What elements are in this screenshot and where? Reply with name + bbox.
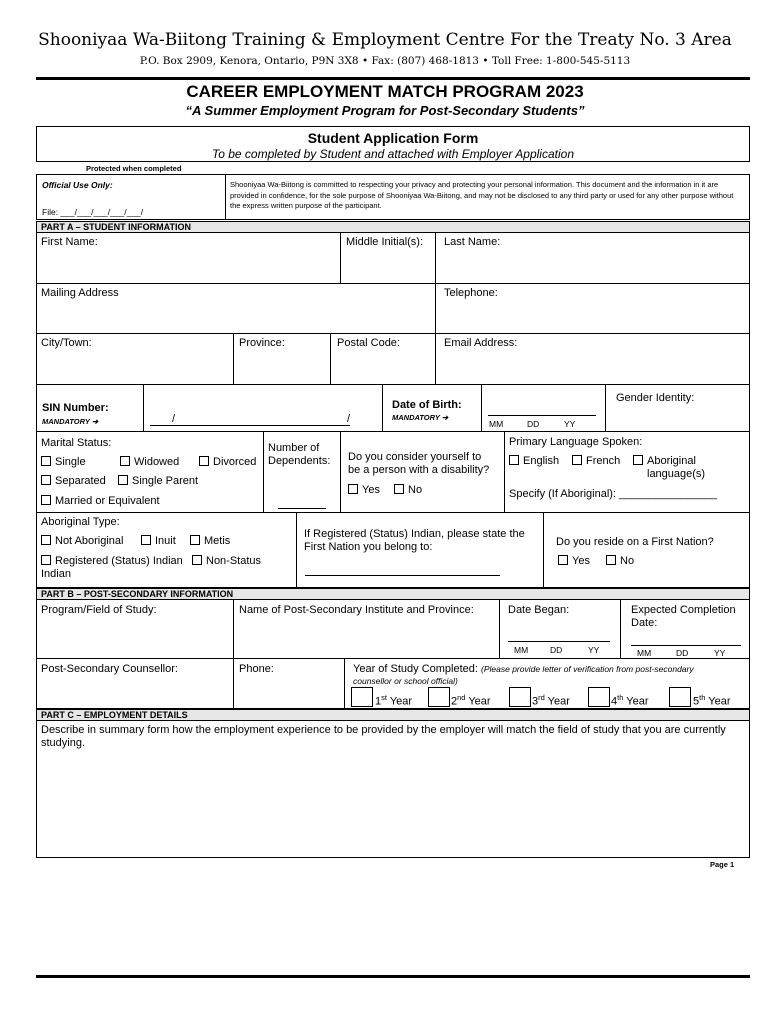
checkbox-icon[interactable] bbox=[118, 475, 128, 485]
dependents-label-line2: Dependents: bbox=[268, 455, 331, 467]
checkbox-icon[interactable] bbox=[572, 455, 582, 465]
disability-no-option[interactable] bbox=[394, 484, 422, 497]
email-field[interactable] bbox=[435, 333, 750, 385]
year-number: 4 bbox=[611, 695, 618, 708]
year-3-checkbox[interactable] bbox=[509, 687, 531, 707]
checkbox-icon[interactable] bbox=[41, 555, 51, 565]
official-use-box bbox=[36, 174, 226, 220]
date-began-field[interactable] bbox=[499, 599, 621, 659]
marital-married-option[interactable] bbox=[41, 495, 160, 508]
inuit-option[interactable] bbox=[141, 535, 176, 548]
year-number: 1 bbox=[375, 695, 382, 708]
dependents-label-line1: Number of bbox=[268, 442, 320, 454]
option-label: Widowed bbox=[134, 456, 180, 468]
option-label: Yes bbox=[572, 555, 590, 567]
disability-question-line2: be a person with a disability? bbox=[348, 464, 490, 476]
non-status-option[interactable] bbox=[192, 555, 261, 568]
checkbox-icon[interactable] bbox=[633, 455, 643, 465]
program-field[interactable] bbox=[36, 599, 234, 659]
option-label: Single bbox=[55, 456, 86, 468]
checkbox-icon[interactable] bbox=[192, 555, 202, 565]
aboriginal-type-label: Aboriginal Type: bbox=[41, 516, 120, 528]
option-label: Married or Equivalent bbox=[55, 495, 160, 507]
reside-no-option[interactable] bbox=[606, 555, 634, 568]
year-of-study-box bbox=[344, 658, 750, 709]
option-label: Not Aboriginal bbox=[55, 535, 124, 547]
year-word: Year bbox=[547, 695, 570, 708]
first-nation-label-line1: If Registered (Status) Indian, please state the bbox=[304, 528, 525, 540]
counsellor-field[interactable] bbox=[36, 658, 234, 709]
checkbox-icon[interactable] bbox=[190, 535, 200, 545]
checkbox-icon[interactable] bbox=[41, 495, 51, 505]
option-label: Metis bbox=[204, 535, 231, 547]
city-label: City/Town: bbox=[41, 337, 92, 349]
checkbox-icon[interactable] bbox=[41, 475, 51, 485]
disability-yes-option[interactable] bbox=[348, 484, 380, 497]
sin-label: SIN Number: bbox=[42, 402, 109, 414]
dob-label-box bbox=[382, 384, 482, 432]
checkbox-icon[interactable] bbox=[41, 456, 51, 466]
first-nation-field[interactable] bbox=[296, 512, 544, 588]
expected-dd: DD bbox=[676, 648, 689, 658]
non-status-line2: Indian bbox=[41, 568, 71, 580]
date-began-yy: YY bbox=[588, 645, 600, 655]
postal-code-field[interactable] bbox=[330, 333, 436, 385]
sin-separator-2: / bbox=[347, 413, 351, 425]
year-5-checkbox[interactable] bbox=[669, 687, 691, 707]
phone-label: Phone: bbox=[239, 663, 274, 675]
form-title: Student Application Form bbox=[307, 130, 479, 146]
first-name-field[interactable] bbox=[36, 232, 341, 284]
year-suffix: th bbox=[699, 693, 706, 702]
checkbox-icon[interactable] bbox=[606, 555, 616, 565]
dob-dd: DD bbox=[527, 419, 540, 429]
language-specify-field[interactable]: Specify (If Aboriginal): ________________ bbox=[509, 488, 717, 500]
option-label: Single Parent bbox=[132, 475, 199, 487]
option-label: No bbox=[620, 555, 635, 567]
year-of-study-label bbox=[353, 663, 694, 676]
province-field[interactable] bbox=[233, 333, 331, 385]
part-b-header: PART B – POST-SECONDARY INFORMATION bbox=[36, 588, 750, 600]
year-word: Year bbox=[626, 695, 649, 708]
year-3-label bbox=[532, 693, 570, 709]
reside-question: Do you reside on a First Nation? bbox=[556, 536, 714, 548]
year-word: Year bbox=[389, 695, 413, 708]
not-aboriginal-option[interactable] bbox=[41, 535, 124, 548]
gender-label: Gender Identity: bbox=[616, 392, 695, 404]
official-use-label: Official Use Only: bbox=[42, 180, 113, 190]
first-name-label: First Name: bbox=[41, 236, 98, 248]
aboriginal-type-box bbox=[36, 512, 297, 588]
expected-completion-label-line2: Date: bbox=[631, 617, 658, 629]
year-suffix: rd bbox=[538, 693, 545, 702]
option-label: Non-Status bbox=[206, 555, 262, 567]
form-title-box bbox=[36, 126, 750, 162]
date-began-label: Date Began: bbox=[508, 604, 570, 616]
year-suffix: nd bbox=[457, 693, 466, 702]
option-label: English bbox=[523, 455, 560, 467]
page-number: Page 1 bbox=[710, 860, 735, 869]
registered-indian-option[interactable] bbox=[41, 555, 183, 568]
last-name-field[interactable] bbox=[435, 232, 750, 284]
language-french-option[interactable] bbox=[572, 455, 620, 468]
file-number-field[interactable]: File: ___/___/___/___/___/ bbox=[42, 207, 144, 217]
phone-field[interactable] bbox=[233, 658, 345, 709]
marital-status-box bbox=[36, 431, 264, 513]
program-title: CAREER EMPLOYMENT MATCH PROGRAM 2023 bbox=[186, 82, 584, 101]
year-4-checkbox[interactable] bbox=[588, 687, 610, 707]
dependents-field[interactable] bbox=[263, 431, 341, 513]
reside-box bbox=[543, 512, 750, 588]
option-label: Aboriginal bbox=[647, 455, 696, 467]
email-label: Email Address: bbox=[444, 337, 518, 349]
checkbox-icon[interactable] bbox=[348, 484, 358, 494]
checkbox-icon[interactable] bbox=[120, 456, 130, 466]
header-divider bbox=[36, 77, 750, 80]
dob-yy: YY bbox=[564, 419, 576, 429]
sin-underline bbox=[150, 425, 350, 426]
year-4-label bbox=[611, 693, 648, 709]
checkbox-icon[interactable] bbox=[141, 535, 151, 545]
marital-divorced-option[interactable] bbox=[199, 456, 256, 469]
sin-input[interactable] bbox=[143, 384, 383, 432]
privacy-box bbox=[225, 174, 750, 220]
city-field[interactable] bbox=[36, 333, 234, 385]
sin-label-box bbox=[36, 384, 144, 432]
footer-divider bbox=[36, 975, 750, 978]
checkbox-icon[interactable] bbox=[199, 456, 209, 466]
dob-mm: MM bbox=[489, 419, 504, 429]
telephone-label: Telephone: bbox=[444, 287, 498, 299]
year-2-checkbox[interactable] bbox=[428, 687, 450, 707]
option-label: Yes bbox=[362, 484, 380, 496]
year-2-label bbox=[451, 693, 491, 709]
checkbox-icon[interactable] bbox=[394, 484, 404, 494]
employment-details-prompt: Describe in summary form how the employment experience to be provided by the employer will match the field of study that you are currently studying. bbox=[41, 724, 726, 749]
protected-label: Protected when completed bbox=[86, 164, 182, 173]
year-of-study-note-line2: counsellor or school official) bbox=[353, 676, 458, 686]
language-aboriginal-option[interactable] bbox=[633, 455, 696, 468]
counsellor-label: Post-Secondary Counsellor: bbox=[41, 663, 178, 675]
part-a-header: PART A – STUDENT INFORMATION bbox=[36, 221, 750, 233]
year-suffix: st bbox=[381, 693, 387, 702]
year-1-checkbox[interactable] bbox=[351, 687, 373, 707]
organization-address: P.O. Box 2909, Kenora, Ontario, P9N 3X8 • Fax: (807) 468-1813 • Toll Free: 1-800-545-5113 bbox=[139, 55, 631, 67]
expected-completion-field[interactable] bbox=[620, 599, 750, 659]
gender-field[interactable] bbox=[605, 384, 750, 432]
year-of-study-text: Year of Study Completed: bbox=[353, 663, 478, 675]
last-name-label: Last Name: bbox=[444, 236, 501, 248]
first-nation-underline bbox=[305, 575, 500, 576]
institute-label: Name of Post-Secondary Institute and Province: bbox=[239, 604, 474, 616]
language-box bbox=[504, 431, 750, 513]
option-label: Registered (Status) Indian bbox=[55, 555, 183, 567]
sin-mandatory: MANDATORY ➔ bbox=[42, 417, 99, 426]
year-1-label bbox=[375, 693, 412, 709]
dependents-underline bbox=[278, 508, 326, 509]
postal-code-label: Postal Code: bbox=[337, 337, 400, 349]
part-c-header: PART C – EMPLOYMENT DETAILS bbox=[36, 709, 750, 721]
date-began-underline bbox=[508, 641, 610, 642]
option-label: Divorced bbox=[213, 456, 257, 468]
disability-question-line1: Do you consider yourself to bbox=[348, 451, 482, 463]
organization-name: Shooniyaa Wa-Biitong Training & Employment Centre For the Treaty No. 3 Area bbox=[38, 30, 732, 50]
expected-yy: YY bbox=[714, 648, 726, 658]
checkbox-icon[interactable] bbox=[41, 535, 51, 545]
mailing-address-label: Mailing Address bbox=[41, 287, 119, 299]
program-label: Program/Field of Study: bbox=[41, 604, 157, 616]
year-number: 2 bbox=[451, 695, 458, 708]
expected-mm: MM bbox=[637, 648, 652, 658]
language-label: Primary Language Spoken: bbox=[509, 436, 643, 448]
dob-label: Date of Birth: bbox=[392, 399, 462, 411]
checkbox-icon[interactable] bbox=[509, 455, 519, 465]
dob-mandatory: MANDATORY ➔ bbox=[392, 413, 449, 422]
date-began-mm: MM bbox=[514, 645, 529, 655]
year-number: 5 bbox=[693, 695, 700, 708]
institute-field[interactable] bbox=[233, 599, 500, 659]
marital-separated-option[interactable] bbox=[41, 475, 106, 488]
year-word: Year bbox=[468, 695, 491, 708]
sin-separator-1: / bbox=[172, 413, 176, 425]
option-label: French bbox=[586, 455, 621, 467]
form-instruction: To be completed by Student and attached with Employer Application bbox=[211, 147, 574, 161]
mailing-address-field[interactable] bbox=[36, 283, 436, 334]
metis-option[interactable] bbox=[190, 535, 230, 548]
year-number: 3 bbox=[532, 695, 539, 708]
expected-completion-label-line1: Expected Completion bbox=[631, 604, 736, 616]
language-english-option[interactable] bbox=[509, 455, 559, 468]
marital-status-label: Marital Status: bbox=[41, 437, 112, 449]
privacy-statement: Shooniyaa Wa-Biitong is committed to respecting your privacy and protecting your personal information. This document and the information in it are provided in confidence, for the sole purpose of Shooniyaa Wa-Biitong, and may not be disclosed to any third party or used for any other purpose without the express written purpose of the participant. bbox=[230, 180, 734, 210]
option-label: Inuit bbox=[155, 535, 176, 547]
year-suffix: th bbox=[617, 693, 624, 702]
checkbox-icon[interactable] bbox=[558, 555, 568, 565]
marital-single-option[interactable] bbox=[41, 456, 86, 469]
date-began-dd: DD bbox=[550, 645, 563, 655]
employment-details-field[interactable] bbox=[36, 720, 750, 858]
dob-underline bbox=[488, 415, 596, 416]
reside-yes-option[interactable] bbox=[558, 555, 590, 568]
first-nation-label-line2: First Nation you belong to: bbox=[304, 541, 433, 553]
disability-box bbox=[340, 431, 505, 513]
middle-initial-field[interactable] bbox=[340, 232, 436, 284]
telephone-field[interactable] bbox=[435, 283, 750, 334]
program-subtitle: “A Summer Employment Program for Post-Secondary Students” bbox=[185, 103, 585, 118]
province-label: Province: bbox=[239, 337, 285, 349]
year-word: Year bbox=[708, 695, 731, 708]
expected-completion-underline bbox=[631, 645, 741, 646]
middle-initial-label: Middle Initial(s): bbox=[346, 236, 424, 248]
dob-input[interactable] bbox=[481, 384, 606, 432]
year-5-label bbox=[693, 693, 730, 709]
language-aboriginal-line2: language(s) bbox=[647, 468, 706, 480]
marital-widowed-option[interactable] bbox=[120, 456, 179, 469]
year-of-study-note: (Please provide letter of verification from post-secondary bbox=[481, 664, 694, 674]
option-label: No bbox=[408, 484, 423, 496]
option-label: Separated bbox=[55, 475, 106, 487]
marital-single-parent-option[interactable] bbox=[118, 475, 198, 488]
